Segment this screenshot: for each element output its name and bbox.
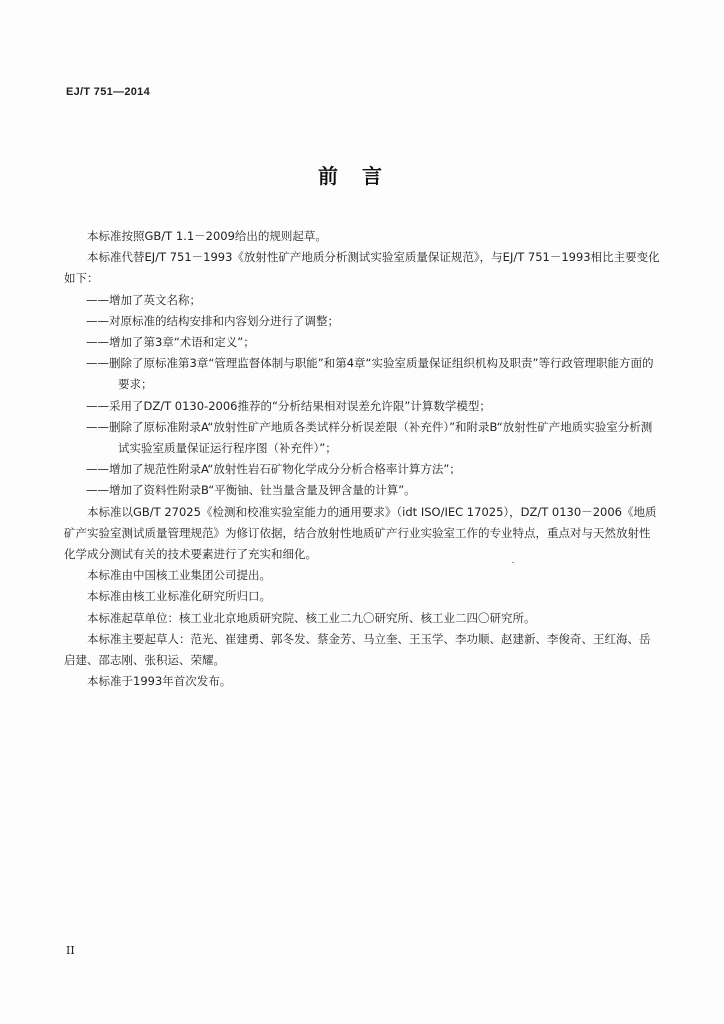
change-item: ——对原标准的结构安排和内容划分进行了调整；	[86, 313, 339, 328]
paragraph-drafting-units: 本标准起草单位：核工业北京地质研究院、核工业二九〇研究所、核工业二四〇研究所。	[87, 610, 536, 625]
paragraph-first-published: 本标准于1993年首次发布。	[87, 674, 232, 689]
scan-speck	[512, 562, 514, 563]
paragraph-revision-basis: 本标准以GB/T 27025《检测和校准实验室能力的通用要求》（idt ISO/IEC 17025），DZ/T 0130－2006《地质矿产实验室测试质量管理规范》为修订依据，结合放射性地质矿产行业实验室工作的专业特点，重点对与天然放射性化学成分测试有关的技术要素进行了充实和细化。	[64, 504, 657, 562]
page-title: 前言	[318, 164, 406, 188]
change-item: ——删除了原标准附录A“放射性矿产地质各类试样分析误差限（补充件）”和附录B“放射性矿产地质实验室分析测试实验室质量保证运行程序图（补充件）”；	[86, 419, 653, 456]
page-number: II	[66, 944, 75, 957]
paragraph-proposed-by: 本标准由中国核工业集团公司提出。	[87, 568, 271, 583]
paragraph-centralized-by: 本标准由核工业标准化研究所归口。	[87, 589, 271, 604]
paragraph-drafting-rules: 本标准按照GB/T 1.1－2009给出的规则起草。	[87, 229, 327, 243]
foreword-body	[64, 226, 660, 692]
change-item: ——增加了规范性附录A“放射性岩石矿物化学成分分析合格率计算方法”；	[86, 462, 461, 477]
change-item: ——采用了DZ/T 0130-2006推荐的“分析结果相对误差允许限”计算数学模型；	[86, 398, 491, 413]
paragraph-replacement: 本标准代替EJ/T 751－1993《放射性矿产地质分析测试实验室质量保证规范》，与EJ/T 751－1993相比主要变化如下：	[64, 250, 660, 286]
change-item: ——增加了第3章“术语和定义”；	[86, 335, 255, 350]
change-item: ——删除了原标准第3章“管理监督体制与职能”和第4章“实验室质量保证组织机构及职责”等行政管理职能方面的要求；	[86, 356, 654, 392]
standard-code: EJ/T 751—2014	[66, 86, 151, 98]
change-item: ——增加了英文名称；	[86, 292, 201, 307]
change-item: ——增加了资料性附录B“平衡铀、钍当量含量及钾含量的计算”。	[86, 483, 416, 498]
paragraph-drafters: 本标准主要起草人：范光、崔建勇、郭冬发、蔡金芳、马立奎、王玉学、李功顺、赵建新、李俊奇、王红海、岳启建、邵志刚、张积运、荣耀。	[64, 631, 651, 668]
